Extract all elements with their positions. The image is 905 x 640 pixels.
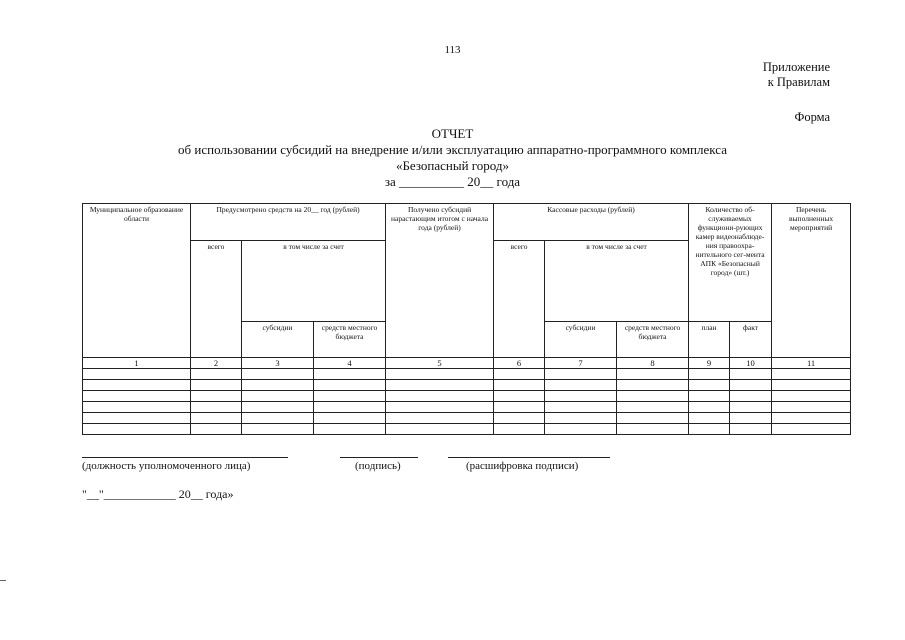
header-cash-including: в том числе за счет <box>545 241 689 322</box>
report-table <box>82 203 851 435</box>
column-number: 10 <box>730 358 772 369</box>
column-number: 2 <box>191 358 242 369</box>
header-cash: Кассовые расходы (рублей) <box>494 204 689 241</box>
header-cameras-plan: план <box>689 322 730 358</box>
table-cell <box>242 402 314 413</box>
table-cell <box>191 424 242 435</box>
table-cell <box>617 391 689 402</box>
header-planned-including: в том числе за счет <box>242 241 386 322</box>
decoding-signature-line <box>448 457 610 458</box>
table-cell <box>314 391 386 402</box>
header-planned: Предусмотрено средств на 20__ год (рублей) <box>191 204 386 241</box>
header-cameras-fact: факт <box>730 322 772 358</box>
report-title <box>0 126 905 190</box>
header-municipality: Муниципальное образование области <box>83 204 191 358</box>
header-received: Получено субсидий нарастающим итогом с начала года (рублей) <box>386 204 494 358</box>
title-line-1: ОТЧЕТ <box>431 126 474 141</box>
table-cell <box>772 402 851 413</box>
column-number: 7 <box>545 358 617 369</box>
column-number: 1 <box>83 358 191 369</box>
table-cell <box>730 380 772 391</box>
page-number: 113 <box>444 44 461 56</box>
table-cell <box>617 369 689 380</box>
header-planned-local: средств местного бюджета <box>314 322 386 358</box>
table-cell <box>772 391 851 402</box>
table-cell <box>314 413 386 424</box>
table-cell <box>545 424 617 435</box>
date-line: "__"____________ 20__ года» <box>82 487 234 501</box>
header-cash-local: средств местного бюджета <box>617 322 689 358</box>
table-cell <box>242 413 314 424</box>
table-cell <box>242 369 314 380</box>
table-cell <box>689 424 730 435</box>
column-number: 11 <box>772 358 851 369</box>
title-line-3: «Безопасный город» <box>395 158 510 173</box>
table-cell <box>242 380 314 391</box>
table-cell <box>83 413 191 424</box>
table-cell <box>617 424 689 435</box>
table-cell <box>386 424 494 435</box>
table-cell <box>730 413 772 424</box>
signature-caption: (подпись) <box>355 460 401 472</box>
table-cell <box>545 413 617 424</box>
table-cell <box>772 369 851 380</box>
table-cell <box>494 391 545 402</box>
table-cell <box>617 413 689 424</box>
table-cell <box>689 413 730 424</box>
table-body <box>83 369 851 435</box>
form-label: Форма <box>794 110 830 124</box>
table-cell <box>730 402 772 413</box>
table-cell <box>772 380 851 391</box>
table-cell <box>83 402 191 413</box>
table-cell <box>191 413 242 424</box>
table-cell <box>314 402 386 413</box>
title-line-4: за __________ 20__ года <box>384 174 521 189</box>
table-cell <box>545 380 617 391</box>
column-number: 4 <box>314 358 386 369</box>
table-cell <box>730 424 772 435</box>
table-cell <box>191 380 242 391</box>
table-cell <box>545 402 617 413</box>
table-cell <box>494 402 545 413</box>
table-cell <box>386 391 494 402</box>
table-cell <box>314 424 386 435</box>
header-cameras: Количество об-служиваемых функциони-рующих камер видеонаблюде-ния правоохра-нительного сег-мента АПК «Безопасный город» (шт.) <box>689 204 772 322</box>
table-row <box>83 424 851 435</box>
table-cell <box>494 413 545 424</box>
appendix-label <box>763 60 830 90</box>
header-planned-total: всего <box>191 241 242 358</box>
column-number: 5 <box>386 358 494 369</box>
signature-line <box>340 457 418 458</box>
column-number-row <box>83 358 851 369</box>
table-cell <box>83 424 191 435</box>
table-cell <box>689 402 730 413</box>
table-cell <box>494 369 545 380</box>
table-cell <box>314 380 386 391</box>
table-row <box>83 369 851 380</box>
appendix-line-2: к Правилам <box>767 75 830 89</box>
table-cell <box>730 369 772 380</box>
column-number: 8 <box>617 358 689 369</box>
table-cell <box>191 391 242 402</box>
table-cell <box>386 402 494 413</box>
table-cell <box>689 391 730 402</box>
table-cell <box>689 369 730 380</box>
header-cash-total: всего <box>494 241 545 358</box>
table-cell <box>83 391 191 402</box>
table-cell <box>386 369 494 380</box>
table-cell <box>83 369 191 380</box>
position-signature-line <box>82 457 288 458</box>
table-cell <box>314 369 386 380</box>
header-measures: Перечень выполненных мероприятий <box>772 204 851 358</box>
margin-mark <box>0 580 6 581</box>
header-planned-subsidies: субсидии <box>242 322 314 358</box>
table-row <box>83 402 851 413</box>
header-cash-subsidies: субсидии <box>545 322 617 358</box>
table-row <box>83 391 851 402</box>
table-cell <box>242 391 314 402</box>
table-cell <box>617 402 689 413</box>
table-cell <box>191 402 242 413</box>
decoding-caption: (расшифровка подписи) <box>466 460 579 472</box>
table-cell <box>689 380 730 391</box>
table-cell <box>191 369 242 380</box>
table-cell <box>730 391 772 402</box>
table-cell <box>545 369 617 380</box>
table-row <box>83 413 851 424</box>
table-cell <box>545 391 617 402</box>
position-caption: (должность уполномоченного лица) <box>82 460 251 472</box>
table-cell <box>386 380 494 391</box>
table-cell <box>494 424 545 435</box>
column-number: 9 <box>689 358 730 369</box>
table-cell <box>386 413 494 424</box>
column-number: 3 <box>242 358 314 369</box>
appendix-line-1: Приложение <box>762 60 830 74</box>
table-cell <box>617 380 689 391</box>
table-row <box>83 380 851 391</box>
table-cell <box>242 424 314 435</box>
title-line-2: об использовании субсидий на внедрение и/или эксплуатацию аппаратно-программного комплекса <box>178 142 727 157</box>
table-cell <box>494 380 545 391</box>
table-cell <box>772 424 851 435</box>
table-cell <box>83 380 191 391</box>
table-cell <box>772 413 851 424</box>
column-number: 6 <box>494 358 545 369</box>
